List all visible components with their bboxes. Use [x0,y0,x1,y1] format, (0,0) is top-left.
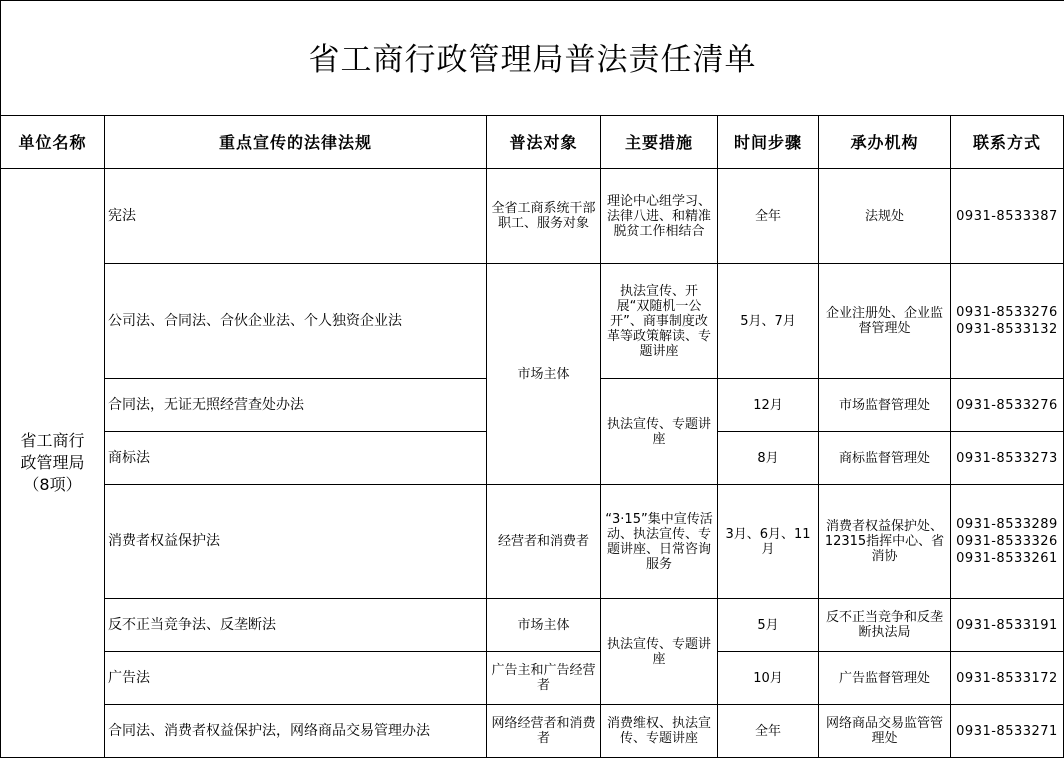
schedule-cell: 全年 [718,705,819,758]
contact-cell: 0931-8533276 [951,379,1064,432]
table-row [1,599,1064,652]
schedule-cell: 3月、6月、11月 [718,485,819,599]
unit-count: （8项） [23,475,82,494]
law-cell: 合同法、消费者权益保护法，网络商品交易管理办法 [105,705,487,758]
law-cell: 合同法，无证无照经营查处办法 [105,379,487,432]
audience-cell: 全省工商系统干部职工、服务对象 [487,169,601,264]
contact-cell [951,485,1064,599]
law-cell: 公司法、合同法、合伙企业法、个人独资企业法 [105,264,487,379]
contact-cell: 0931-8533271 [951,705,1064,758]
title-area [0,0,1064,115]
header-audience: 普法对象 [487,116,601,169]
audience-cell: 市场主体 [487,599,601,652]
schedule-cell: 5月、7月 [718,264,819,379]
law-cell: 广告法 [105,652,487,705]
header-department: 承办机构 [819,116,951,169]
header-laws: 重点宣传的法律法规 [105,116,487,169]
page-title: 省工商行政管理局普法责任清单 [308,41,757,78]
table-row [1,169,1064,264]
department-cell: 法规处 [819,169,951,264]
table-row [1,705,1064,758]
law-cell: 商标法 [105,432,487,485]
header-contact: 联系方式 [951,116,1064,169]
measures-cell: 理论中心组学习、法律八进、和精准脱贫工作相结合 [601,169,718,264]
contact-cell [951,264,1064,379]
unit-name-line2: 政管理局 [20,453,85,472]
schedule-cell: 8月 [718,432,819,485]
law-cell: 反不正当竞争法、反垄断法 [105,599,487,652]
phone-number: 0931-8533132 [956,322,1058,337]
department-cell: 企业注册处、企业监督管理处 [819,264,951,379]
measures-cell: 执法宣传、专题讲座 [601,599,718,705]
phone-number: 0931-8533276 [956,305,1058,320]
schedule-cell: 12月 [718,379,819,432]
measures-cell: 执法宣传、专题讲座 [601,379,718,485]
department-cell: 广告监督管理处 [819,652,951,705]
header-row [1,116,1064,169]
contact-cell: 0931-8533172 [951,652,1064,705]
header-unit: 单位名称 [1,116,105,169]
phone-number: 0931-8533326 [956,534,1058,549]
contact-cell: 0931-8533273 [951,432,1064,485]
audience-cell: 市场主体 [487,264,601,485]
department-cell: 消费者权益保护处、12315指挥中心、省消协 [819,485,951,599]
header-schedule: 时间步骤 [718,116,819,169]
table-row [1,264,1064,379]
contact-cell: 0931-8533387 [951,169,1064,264]
audience-cell: 网络经营者和消费者 [487,705,601,758]
department-cell: 市场监督管理处 [819,379,951,432]
measures-cell: “3·15”集中宣传活动、执法宣传、专题讲座、日常咨询服务 [601,485,718,599]
responsibility-table [0,115,1064,758]
phone-number: 0931-8533261 [956,551,1058,566]
schedule-cell: 5月 [718,599,819,652]
contact-cell: 0931-8533191 [951,599,1064,652]
unit-name-line1: 省工商行 [20,431,85,450]
schedule-cell: 10月 [718,652,819,705]
unit-name-cell [1,169,105,758]
phone-number: 0931-8533289 [956,517,1058,532]
audience-cell: 广告主和广告经营者 [487,652,601,705]
audience-cell: 经营者和消费者 [487,485,601,599]
table-row [1,652,1064,705]
measures-cell: 消费维权、执法宣传、专题讲座 [601,705,718,758]
department-cell: 反不正当竞争和反垄断执法局 [819,599,951,652]
table-row [1,485,1064,599]
law-cell: 消费者权益保护法 [105,485,487,599]
department-cell: 网络商品交易监管管理处 [819,705,951,758]
measures-cell: 执法宣传、开展“双随机一公开”、商事制度改革等政策解读、专题讲座 [601,264,718,379]
schedule-cell: 全年 [718,169,819,264]
law-cell: 宪法 [105,169,487,264]
header-measures: 主要措施 [601,116,718,169]
department-cell: 商标监督管理处 [819,432,951,485]
